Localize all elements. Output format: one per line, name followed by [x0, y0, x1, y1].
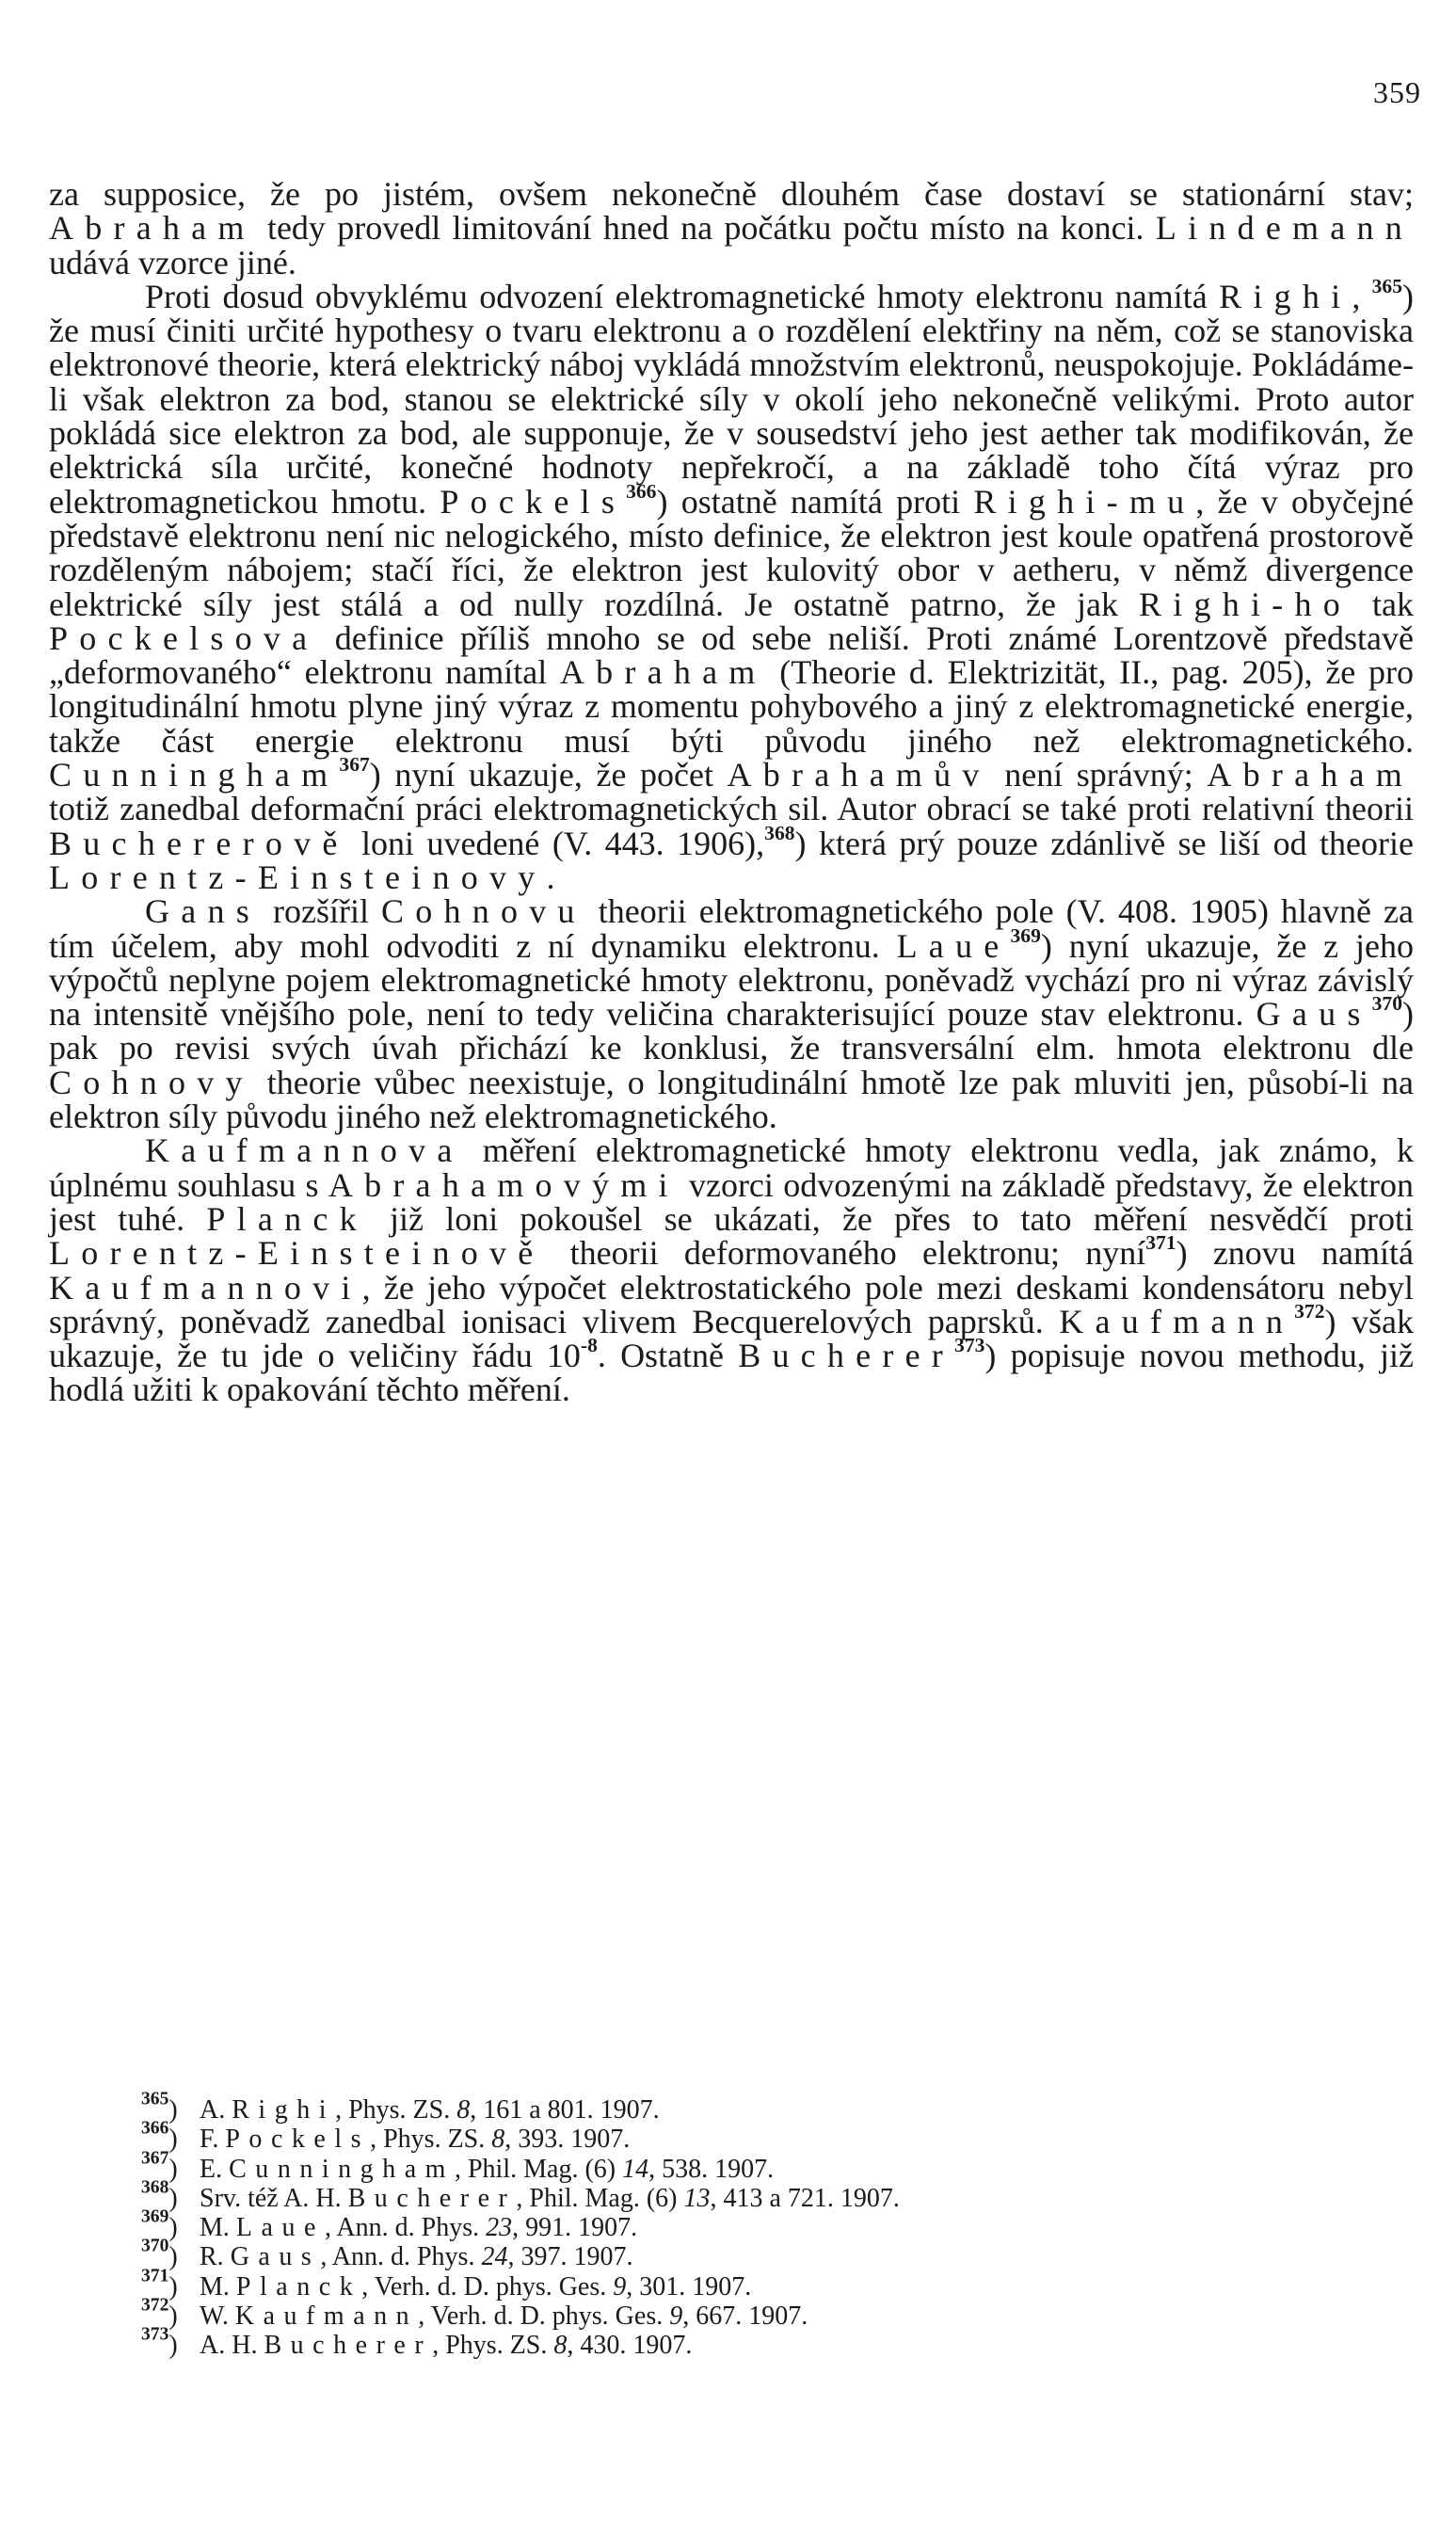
text-run: R.: [200, 2242, 231, 2272]
text-run: , že v obyčejné představě elektronu není nic nelogického, místo definice, že elektron jest koule opatřená prostorově rozděleným nábojem; stačí říci, že elektron jest kulovitý obor v aetheru, v němž divergence elektrické síly jest stálá a od nully rozdílná. Je ostatně patrno, že jak: [49, 482, 1414, 623]
text-run: , 538. 1907.: [648, 2154, 775, 2184]
footnote-ref: 366: [626, 479, 657, 503]
text-run: rozšířil: [260, 892, 381, 931]
text-run: ) nyní ukazuje, že počet: [369, 756, 728, 794]
text-run: .: [546, 858, 555, 896]
text-run: , Verh. d. D. phys. Ges.: [361, 2271, 614, 2301]
footnote-number: $^{365}$): [141, 2089, 178, 2125]
text-run: za supposice, že po jistém, ovšem nekonečně dlouhém čase dostaví se stationární stav;: [49, 175, 1414, 213]
page-number: 359: [1373, 75, 1421, 109]
footnote: [141, 2206, 1365, 2243]
text-run: M.: [200, 2213, 236, 2243]
footnote-number-value: 373: [141, 2324, 169, 2345]
volume-number: 8: [553, 2331, 568, 2361]
footnote: [141, 2295, 1365, 2332]
text-run: , že jeho výpočet elektrostatického pole mezi deskami kondensátoru nebyl správný, poněvadž zanedbal ionisaci vlivem Becquerelových paprsků.: [49, 1268, 1414, 1340]
text-run: Proti dosud obvyklému odvození elektromagnetické hmoty elektronu namítá: [145, 277, 1220, 315]
paragraph: [49, 274, 1414, 896]
text-run: loni uvedené (V. 443. 1906),: [348, 824, 765, 862]
footnote-number-value: 365: [141, 2089, 169, 2109]
text-run: , Phys. ZS.: [335, 2095, 457, 2125]
footnote-ref: -8: [580, 1333, 598, 1356]
text-run: , 667. 1907.: [682, 2301, 808, 2332]
spaced-name: Gaus: [1256, 995, 1372, 1034]
spaced-name: Abraham: [49, 209, 256, 248]
text-run: M.: [200, 2271, 236, 2301]
text-run: již loni pokoušel se ukázati, že přes to tato měření nesvědčí proti: [367, 1199, 1414, 1238]
text-run: definice příliš mnoho se od sebe neliší. Proti známé Lorentzově představě „deformovaného“ elektronu namítal: [49, 618, 1414, 692]
text-run: , Ann. d. Phys.: [324, 2213, 487, 2243]
footnotes: [141, 2089, 1365, 2361]
text-run: tak: [1351, 585, 1414, 623]
spaced-name: Abraham: [559, 653, 767, 692]
spaced-name: Kaufmann: [234, 2301, 419, 2332]
spaced-name: Planck: [235, 2271, 362, 2301]
text-run: ) znovu namítá: [1176, 1234, 1414, 1273]
paragraph: [49, 177, 1414, 280]
footnote: [141, 2236, 1365, 2272]
footnote: [141, 2324, 1365, 2361]
text-run: A. H.: [200, 2331, 264, 2361]
text-run: není správný;: [990, 756, 1208, 794]
spaced-name: Cunningham: [49, 756, 340, 794]
footnote: [141, 2266, 1365, 2301]
spaced-name: Abrahamovými: [328, 1165, 680, 1204]
spaced-name: Cohnovu: [380, 892, 586, 931]
spaced-name: Pockels: [440, 482, 627, 521]
text-run: W.: [200, 2301, 235, 2332]
body-text: [49, 177, 1414, 1407]
text-run: ) pak po revisi svých úvah přichází ke konklusi, že transversální elm. hmota elektronu dle: [49, 995, 1414, 1067]
footnote-number: $^{371}$): [141, 2266, 178, 2301]
footnote-number: $^{369}$): [141, 2206, 178, 2243]
footnote-ref: 367: [339, 752, 370, 776]
text-run: Srv. též A. H.: [200, 2183, 348, 2213]
spaced-name: Lindemann: [1155, 209, 1414, 248]
volume-number: 9: [669, 2301, 683, 2332]
spaced-name: Abrahamův: [727, 756, 991, 794]
text-run: ) která prý pouze zdánlivě se liší od theorie: [794, 824, 1414, 862]
text-run: F.: [200, 2125, 226, 2155]
spaced-name: Kaufmannova: [145, 1131, 464, 1170]
paragraph: [49, 892, 1414, 1136]
spaced-name: Pockelsova: [49, 618, 319, 657]
text-run: tedy provedl limitování hned na počátku počtu místo na konci.: [255, 209, 1156, 248]
footnote-number: $^{368}$): [141, 2177, 178, 2213]
spaced-name: Kaufmannovi: [49, 1268, 362, 1307]
spaced-name: Pockels: [225, 2125, 371, 2155]
spaced-name: Gans: [145, 892, 261, 931]
text-run: , 161 a 801. 1907.: [470, 2095, 660, 2125]
spaced-name: Laue: [896, 926, 1011, 965]
spaced-name: Bucherer: [347, 2183, 517, 2213]
spaced-name: Righi-mu: [973, 482, 1196, 521]
volume-number: 24: [481, 2242, 508, 2272]
text-run: udává vzorce jiné.: [49, 243, 296, 281]
text-run: měření elektromagnetické hmoty elektronu vedla, jak známo, k úplnému souhlasu s: [49, 1131, 1414, 1204]
spaced-name: Buchererově: [49, 824, 349, 862]
footnote-number-value: 366: [141, 2118, 169, 2139]
volume-number: 13: [683, 2183, 711, 2213]
text-run: ) však ukazuje, že tu jde o veličiny řádu 10: [49, 1302, 1415, 1375]
footnote-number: $^{372}$): [141, 2295, 178, 2332]
footnote: [141, 2177, 1365, 2213]
text-run: , 301. 1907.: [626, 2271, 752, 2301]
footnote-number-value: 371: [141, 2266, 169, 2286]
footnote-number-value: 370: [141, 2236, 169, 2256]
text-run: E.: [200, 2154, 230, 2184]
text-run: , 413 a 721. 1907.: [710, 2183, 900, 2213]
text-run: (Theorie d. Elektrizität, II., pag. 205), že pro longitudinální hmotu plyne jiný výraz z momentu pohybového a jiný z elektromagnetické energie, takže část energie elektronu musí býti původu jiného než elektromagnetického.: [49, 653, 1414, 760]
text-run: ) že musí činiti určité hypothesy o tvaru elektronu a o rozdělení elektřiny na něm, což se stanoviska elektronové theorie, která elektrický náboj vykládá množstvím elektronů, neuspokojuje. Pokládáme-li však elektron za bod, stanou se elektrické síly v okolí jeho nekonečně velikými. Proto autor pokládá sice elektron za bod, ale supponuje, že v sousedství jeho jest aether tak modifikován, že elektrická síla určité, konečné hodnoty nepřekročí, a na základě toho čítá výraz pro elektromagnetickou hmotu.: [49, 277, 1414, 521]
text-run: , Verh. d. D. phys. Ges.: [418, 2301, 670, 2332]
text-run: , 991. 1907.: [512, 2213, 638, 2243]
footnote-number: $^{367}$): [141, 2147, 178, 2184]
text-run: ) ostatně namítá proti: [656, 482, 974, 521]
text-run: . Ostatně: [597, 1337, 739, 1375]
footnote: [141, 2147, 1365, 2184]
text-run: theorie vůbec neexistuje, o longitudinální hmotě lze pak mluviti jen, působí-li na elektron síly původu jiného než elektromagnetického.: [49, 1063, 1414, 1136]
footnote-ref: 365: [1371, 274, 1402, 297]
text-run: , Phil. Mag. (6): [454, 2154, 623, 2184]
spaced-name: Bucherer: [264, 2331, 433, 2361]
text-run: theorii deformovaného elektronu; nyní: [544, 1234, 1146, 1273]
spaced-name: Righi: [232, 2095, 336, 2125]
text-run: totiž zanedbal deformační práci elektromagnetických sil. Autor obrací se také proti relativní theorii: [49, 790, 1414, 828]
footnote-ref: 371: [1145, 1231, 1176, 1255]
footnote-ref: 373: [954, 1333, 985, 1356]
footnote-number: $^{370}$): [141, 2236, 178, 2272]
spaced-name: Righi-ho: [1139, 585, 1352, 623]
text-run: , 393. 1907.: [504, 2125, 631, 2155]
spaced-name: Cohnovy: [49, 1063, 254, 1101]
text-run: , Phys. ZS.: [370, 2125, 492, 2155]
spaced-name: Righi,: [1219, 277, 1372, 315]
text-run: , 430. 1907.: [567, 2331, 693, 2361]
footnote-number-value: 372: [141, 2295, 169, 2316]
footnote: [141, 2118, 1365, 2155]
volume-number: 8: [456, 2095, 471, 2125]
volume-number: 23: [486, 2213, 513, 2243]
footnote-number-value: 368: [141, 2177, 169, 2198]
spaced-name: Planck: [206, 1199, 368, 1238]
footnote-number: $^{366}$): [141, 2118, 178, 2155]
volume-number: 14: [622, 2154, 649, 2184]
text-run: , Phil. Mag. (6): [516, 2183, 684, 2213]
spaced-name: Lorentz-Einsteinovy: [49, 858, 547, 896]
text-run: , Ann. d. Phys.: [320, 2242, 482, 2272]
spaced-name: Abraham: [1207, 756, 1414, 794]
spaced-name: Gaus: [230, 2242, 321, 2272]
volume-number: 9: [613, 2271, 627, 2301]
volume-number: 8: [491, 2125, 505, 2155]
spaced-name: Laue: [235, 2213, 325, 2243]
text-run: , 397. 1907.: [507, 2242, 633, 2272]
text-run: vzorci odvozenými na základě představy, že elektron jest tuhé.: [49, 1165, 1414, 1238]
text-run: A.: [200, 2095, 232, 2125]
footnote-number: $^{373}$): [141, 2324, 178, 2361]
footnote-ref: 370: [1371, 991, 1402, 1015]
paragraph: [49, 1131, 1415, 1409]
spaced-name: Kaufmann: [1059, 1302, 1295, 1340]
footnote-ref: 372: [1294, 1299, 1325, 1323]
footnote-number-value: 367: [141, 2147, 169, 2168]
spaced-name: Lorentz-Einsteinově: [49, 1234, 545, 1273]
footnote-number-value: 369: [141, 2206, 169, 2227]
spaced-name: Bucherer: [738, 1337, 955, 1375]
footnote-ref: 369: [1010, 923, 1041, 947]
spaced-name: Cunningham: [229, 2154, 455, 2184]
footnote: [141, 2089, 1365, 2125]
text-run: , Phys. ZS.: [432, 2331, 554, 2361]
text-run: ) popisuje novou methodu, již hodlá užiti k opakování těchto měření.: [49, 1337, 1414, 1409]
footnote-ref: 368: [764, 821, 795, 844]
text-run: ) nyní ukazuje, že z jeho výpočtů neplyne pojem elektromagnetické hmoty elektronu, poněvadž vychází pro ni výraz závislý na intensitě vnějšího pole, není to tedy veličina charakterisující pouze stav elektronu.: [49, 926, 1414, 1034]
text-run: theorii elektromagnetického pole (V. 408. 1905) hlavně za tím účelem, aby mohl odvoditi z ní dynamiku elektronu.: [49, 892, 1414, 965]
